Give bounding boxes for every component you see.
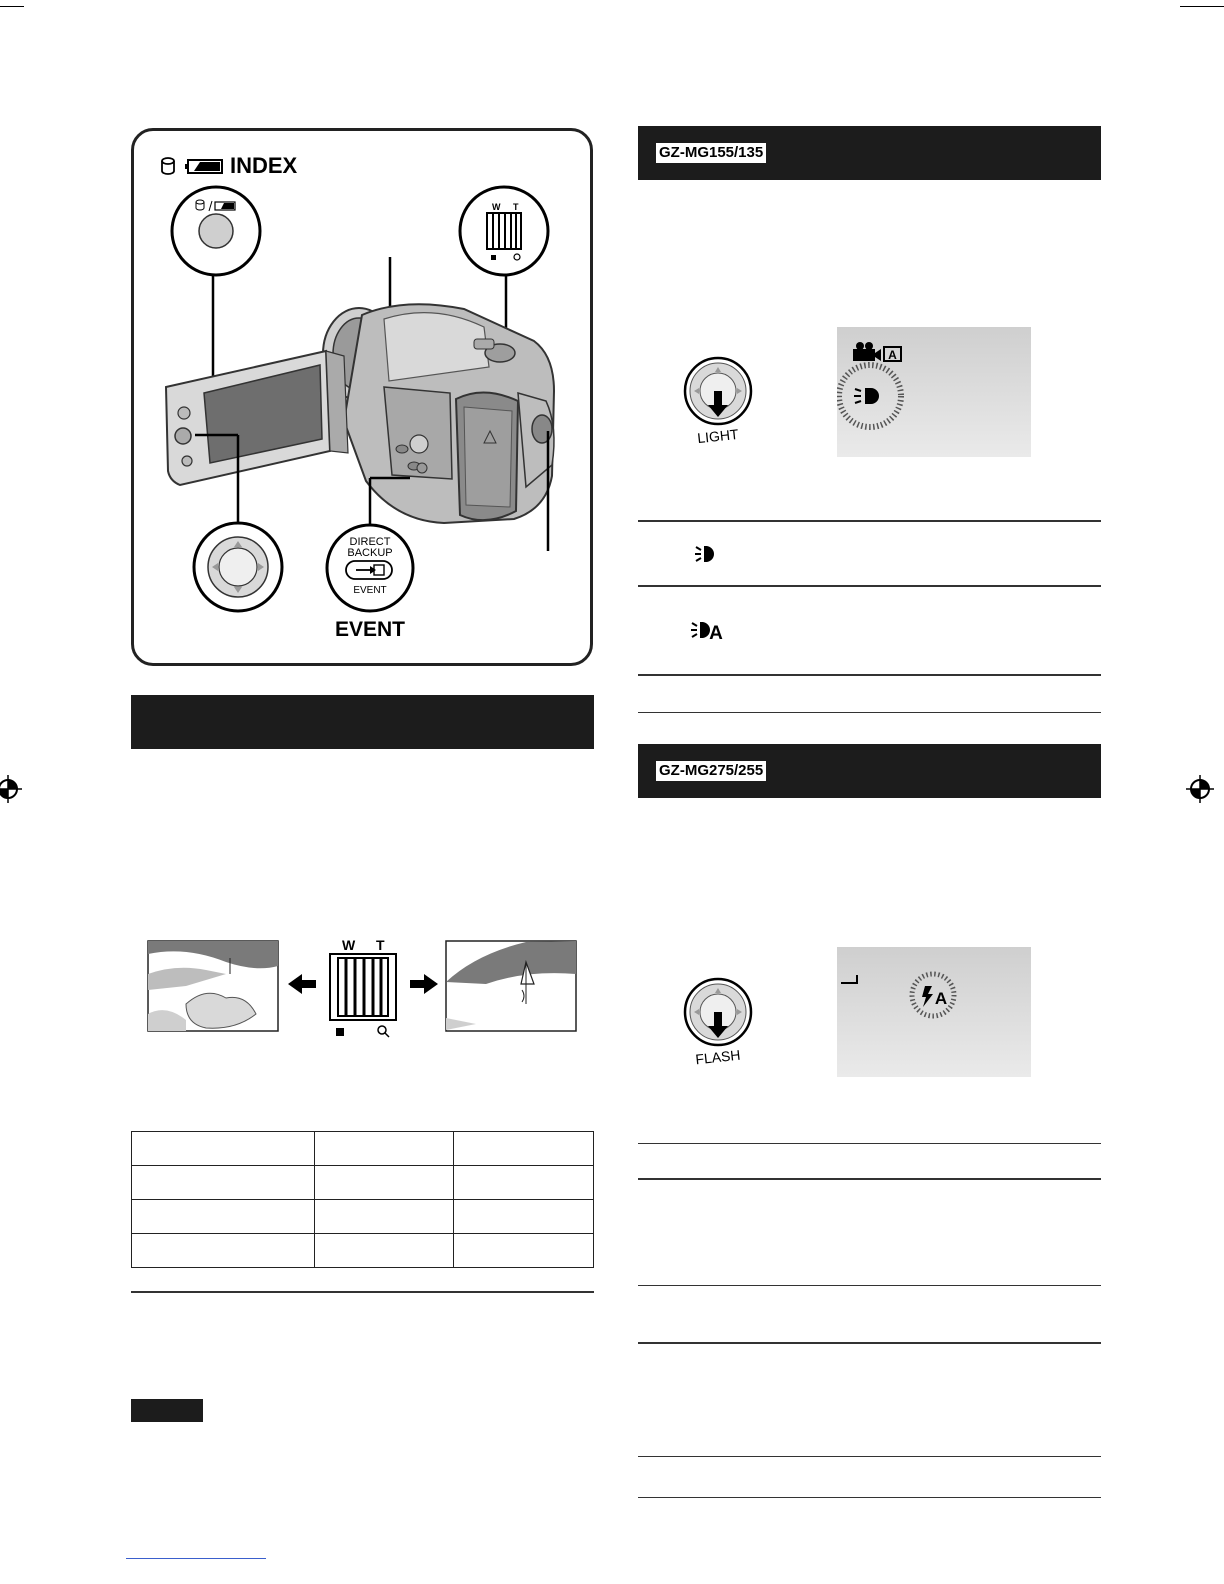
zoom-figure [146,934,580,1042]
lcd-monitor [166,351,348,485]
hdd-icon [162,158,174,174]
wide-angle-image [148,941,278,1031]
table-row [132,1200,594,1234]
table-row [132,1132,594,1166]
flash-table-rule-3 [638,1285,1101,1286]
flash-dial [680,976,760,1068]
telephoto-image [446,941,576,1031]
left-divider [131,1291,594,1293]
zoom-section-header [131,695,594,749]
flash-model-label: GZ-MG275/255 [656,761,766,781]
index-label: INDEX [230,153,298,178]
flash-table-rule-bottom [638,1497,1101,1498]
flash-table-rule-1 [638,1143,1101,1144]
table-row [132,1166,594,1200]
table-row [132,1234,594,1268]
zoom-table [131,1131,594,1268]
registration-mark-right [1186,775,1214,803]
battery-icon [185,160,222,173]
flash-auto-icon [912,974,954,1016]
crop-mark-top-right [1180,6,1224,7]
registration-mark-left [0,775,22,803]
wide-icon [491,255,496,260]
flash-dial-label: FLASH [694,1046,742,1068]
arrow-right-icon [410,974,438,994]
light-table-rule-top [638,520,1101,522]
light-section-header [638,126,1101,180]
zoom-w-label: W [492,202,501,212]
backup-label: BACKUP [347,547,393,559]
direct-label: DIRECT [349,536,391,548]
camera-illustration [134,131,590,663]
zoom-figure-wide-icon [336,1028,344,1036]
light-on-icon [694,541,720,567]
footer-link-line [126,1558,266,1559]
light-table-rule-bottom [638,712,1101,713]
zoom-figure-w-label: W [342,937,356,953]
light-icon [839,365,901,427]
zoom-figure-tele-icon [378,1026,386,1034]
svg-text:A: A [934,989,948,1008]
light-model-label: GZ-MG155/135 [656,143,766,163]
svg-text:A: A [709,623,723,643]
note-tag [131,1399,203,1422]
flash-lcd-screen [837,947,1031,1077]
light-dial [680,355,760,447]
svg-text:A: A [888,348,897,362]
arrow-left-icon [288,974,316,994]
zoom-figure-t-label: T [376,937,385,953]
crop-mark-top-left [0,6,24,7]
light-lcd-screen [837,327,1031,457]
flash-table-rule-2 [638,1178,1101,1180]
flash-table-rule-4 [638,1342,1101,1344]
video-camera-icon [853,342,881,361]
auto-mode-icon [884,347,901,362]
event-label: EVENT [334,618,406,641]
zoom-t-label: T [513,202,519,212]
light-auto-icon [690,617,726,643]
camera-controls-panel [131,128,593,666]
index-button[interactable] [199,214,233,248]
light-table-rule-2 [638,585,1101,587]
light-table-rule-3 [638,674,1101,676]
bracket-icon [841,975,857,983]
flash-table-rule-5 [638,1456,1101,1457]
light-dial-label: LIGHT [696,425,740,447]
event-button-label: EVENT [353,585,387,596]
camcorder-body [323,304,554,523]
flash-section-header [638,744,1101,798]
